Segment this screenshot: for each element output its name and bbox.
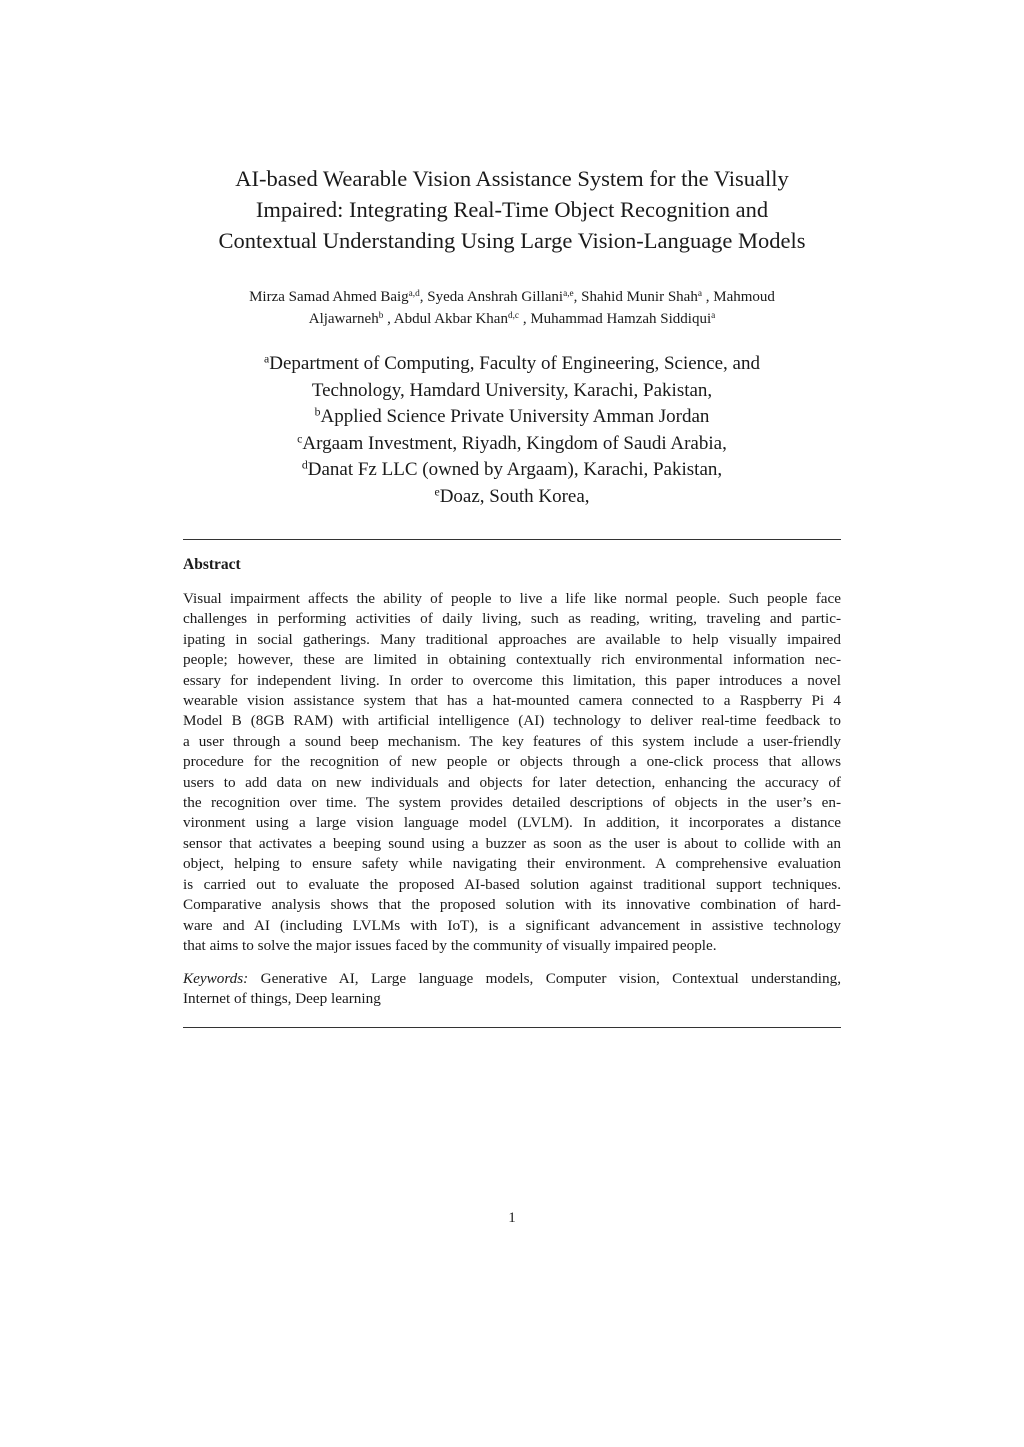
abstract-line: vironment using a large vision language model (LVLM). In addition, it incorporates a distance bbox=[183, 814, 841, 832]
keywords-line: Internet of things, Deep learning bbox=[183, 990, 381, 1008]
abstract-line: Model B (8GB RAM) with artificial intelligence (AI) technology to deliver real-time feedback to bbox=[183, 712, 841, 730]
abstract-heading: Abstract bbox=[183, 556, 241, 573]
author-name: Muhammad Hamzah Siddiqui bbox=[530, 311, 712, 327]
abstract-line: essary for independent living. In order to overcome this limitation, this paper introduces a novel bbox=[183, 671, 841, 689]
affiliation-marker: c bbox=[297, 432, 303, 446]
author-name: Syeda Anshrah Gillani bbox=[427, 289, 564, 305]
affiliation-b: $^b$Applied Science Private University Amman Jordan bbox=[314, 405, 710, 427]
affiliation-marker: a bbox=[264, 352, 270, 366]
author-affil-marker: b bbox=[378, 310, 384, 321]
abstract-body bbox=[183, 589, 841, 956]
page-number: 1 bbox=[508, 1210, 516, 1226]
divider-top bbox=[183, 539, 841, 540]
abstract-line: a user through a sound beep mechanism. The key features of this system include a user-friendly bbox=[183, 732, 841, 750]
affiliation-e: $^e$Doaz, South Korea, bbox=[434, 485, 590, 507]
title-line: Contextual Understanding Using Large Vision-Language Models bbox=[218, 228, 806, 253]
author-name: Mirza Samad Ahmed Baig bbox=[249, 289, 409, 305]
author-name: Shahid Munir Shah bbox=[581, 289, 698, 305]
abstract-line: the recognition over time. The system provides detailed descriptions of objects in the user’s en- bbox=[183, 794, 841, 812]
keywords-label: Keywords: bbox=[183, 970, 249, 987]
abstract-line: ware and AI (including LVLMs with IoT), is a significant advancement in assistive technology bbox=[183, 916, 841, 934]
affiliation-c: $^c$Argaam Investment, Riyadh, Kingdom of Saudi Arabia, bbox=[297, 432, 727, 454]
abstract-line: wearable vision assistance system that has a hat-mounted camera connected to a Raspberry Pi 4 bbox=[183, 692, 841, 710]
author-list bbox=[150, 286, 874, 330]
affiliation-a-continued: Technology, Hamdard University, Karachi, Pakistan, bbox=[311, 379, 713, 401]
abstract-line: object, helping to ensure safety while navigating their environment. A comprehensive evaluation bbox=[183, 855, 841, 873]
author-affil-marker: a bbox=[711, 310, 716, 321]
author-affil-marker: a bbox=[697, 288, 702, 299]
author-line: Mirza Samad Ahmed Baig$^{a,d}$, Syeda Anshrah Gillani$^{a,e}$, Shahid Munir Shah$^a$ , Mahmoud bbox=[249, 288, 775, 305]
abstract-line: Comparative analysis shows that the proposed solution with its innovative combination of hard- bbox=[183, 896, 841, 914]
title-line: Impaired: Integrating Real-Time Object Recognition and bbox=[255, 197, 769, 222]
affiliation-a: $^a$Department of Computing, Faculty of Engineering, Science, and bbox=[264, 352, 760, 374]
abstract-line: that aims to solve the major issues faced by the community of visually impaired people. bbox=[183, 936, 717, 954]
abstract-line: Visual impairment affects the ability of people to live a life like normal people. Such people face bbox=[183, 590, 841, 607]
abstract-line: challenges in performing activities of daily living, such as reading, writing, traveling and partic- bbox=[183, 610, 841, 628]
keywords bbox=[183, 969, 841, 1010]
abstract-line: ipating in social gatherings. Many traditional approaches are available to help visually impaired bbox=[183, 630, 841, 648]
author-affil-marker: a,d bbox=[408, 288, 420, 299]
abstract-line: sensor that activates a beeping sound using a buzzer as soon as the user is about to collide with an bbox=[183, 834, 841, 852]
abstract-line: is carried out to evaluate the proposed AI-based solution against traditional support techniques. bbox=[183, 875, 841, 893]
affiliation-list bbox=[150, 351, 874, 510]
author-affil-marker: a,e bbox=[563, 288, 574, 299]
affiliation-marker: e bbox=[434, 485, 440, 499]
divider-bottom bbox=[183, 1027, 841, 1028]
author-line: Aljawarneh$^b$ , Abdul Akbar Khan$^{d,c}$ , Muhammad Hamzah Siddiqui$^a$ bbox=[308, 310, 716, 327]
author-name: Abdul Akbar Khan bbox=[393, 311, 508, 327]
affiliation-marker: b bbox=[314, 405, 321, 419]
abstract-line: people; however, these are limited in obtaining contextually rich environmental information nec- bbox=[183, 651, 841, 669]
author-affil-marker: d,c bbox=[507, 310, 520, 321]
keywords-line bbox=[183, 969, 841, 989]
keywords-text: Generative AI, Large language models, Computer vision, Contextual understanding, bbox=[260, 970, 841, 987]
affiliation-marker: d bbox=[301, 458, 308, 472]
paper-title bbox=[150, 163, 874, 256]
abstract-line: users to add data on new individuals and objects for later detection, enhancing the accuracy of bbox=[183, 773, 841, 791]
author-name-part: Aljawarneh bbox=[308, 311, 379, 327]
affiliation-d: $^d$Danat Fz LLC (owned by Argaam), Karachi, Pakistan, bbox=[301, 458, 723, 480]
author-name-part: Mahmoud bbox=[713, 289, 775, 305]
title-line: AI-based Wearable Vision Assistance System for the Visually bbox=[235, 166, 789, 191]
abstract-line: procedure for the recognition of new people or objects through a one-click process that allows bbox=[183, 753, 841, 771]
